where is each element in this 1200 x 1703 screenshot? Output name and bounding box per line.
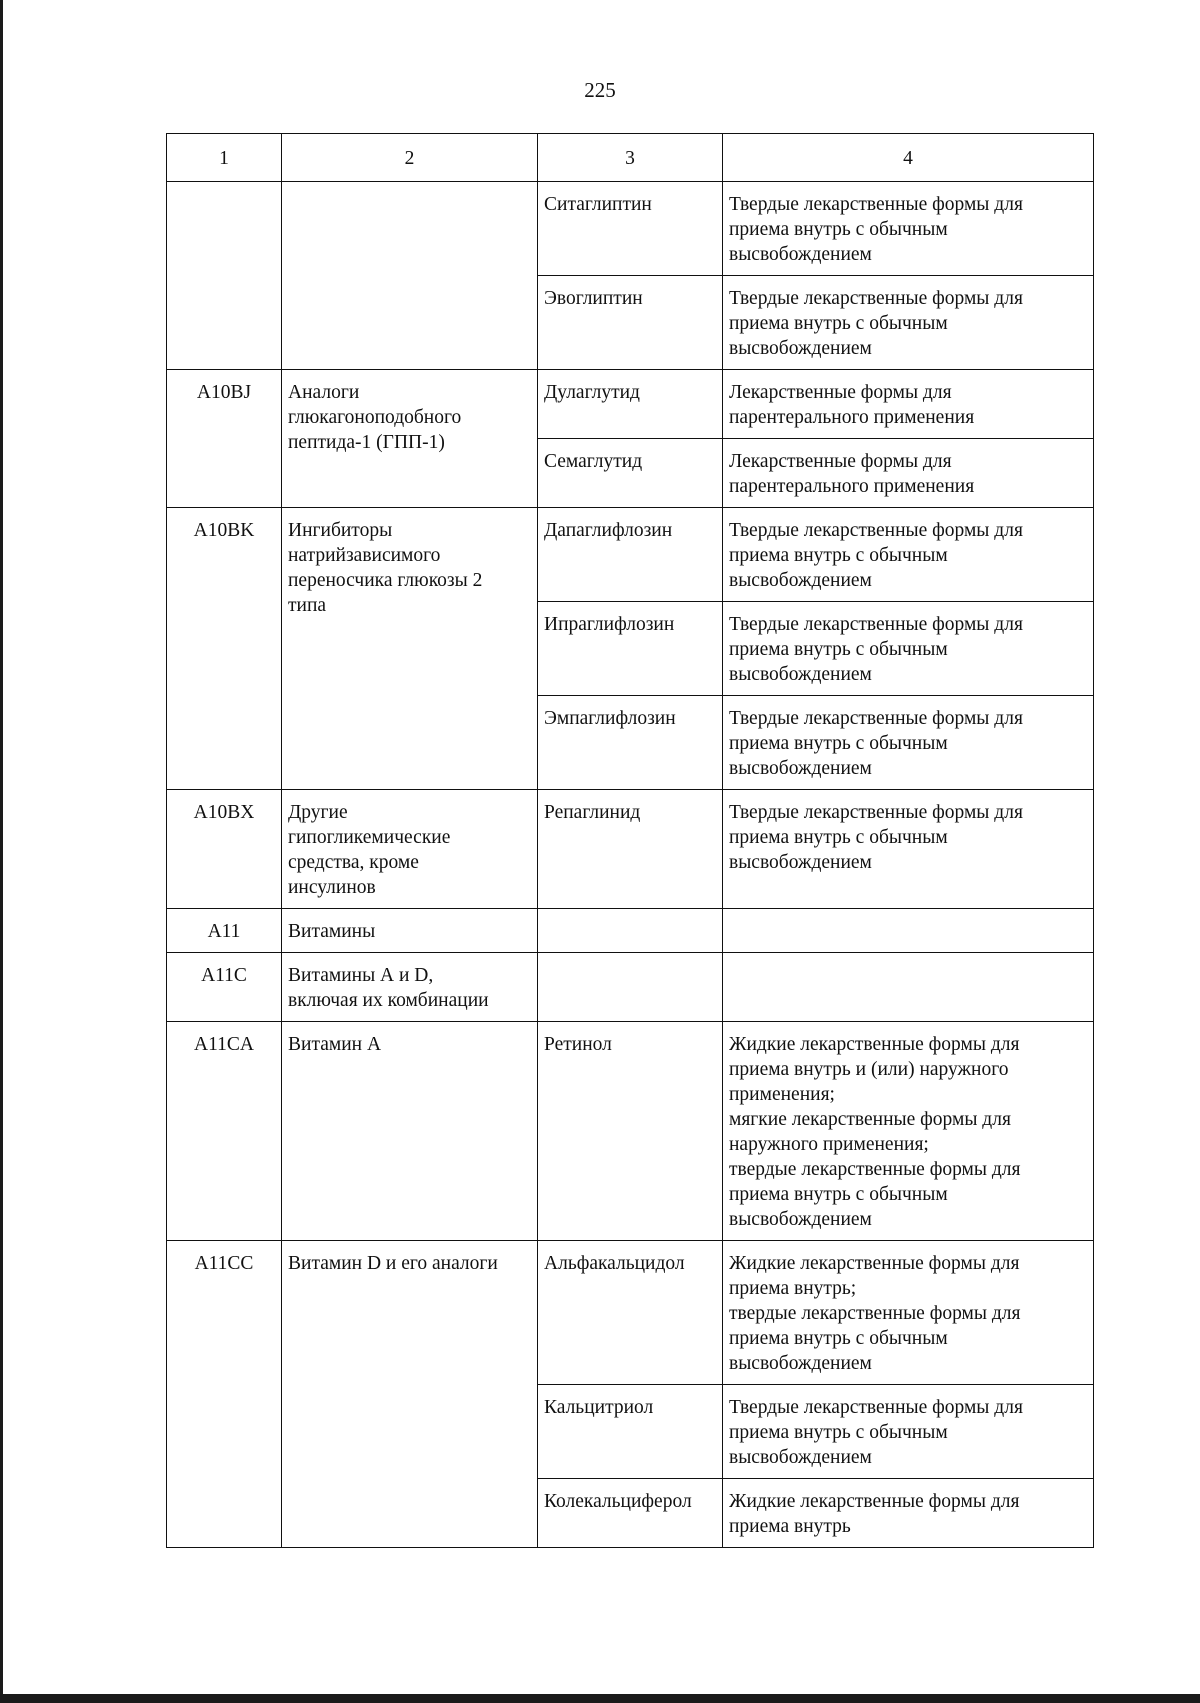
atc-code-cell: A10BJ — [167, 370, 282, 508]
atc-code-cell: A11 — [167, 909, 282, 953]
dosage-form-line: приема внутрь с обычным — [729, 1328, 948, 1349]
drug-name-cell: Альфакальцидол — [538, 1241, 723, 1385]
dosage-form-line: приема внутрь и (или) наружного — [729, 1059, 1009, 1080]
dosage-form-line: мягкие лекарственные формы для — [729, 1109, 1011, 1130]
atc-code-cell: A11CA — [167, 1022, 282, 1241]
drug-name-cell: Колекальциферол — [538, 1479, 723, 1548]
drug-name-cell: Ситаглиптин — [538, 182, 723, 276]
dosage-form-cell — [723, 1241, 1094, 1385]
atc-code-cell: A10BK — [167, 508, 282, 790]
drug-name-cell: Дулаглутид — [538, 370, 723, 439]
dosage-form-cell — [723, 276, 1094, 370]
dosage-form-line: высвобождением — [729, 1447, 872, 1468]
group-name-line: Ингибиторы — [288, 520, 393, 541]
header-row — [167, 134, 1094, 182]
dosage-form-line: высвобождением — [729, 758, 872, 779]
header-cell-2: 2 — [282, 134, 538, 182]
scan-left-edge — [0, 0, 3, 1703]
table-row — [167, 370, 1094, 439]
dosage-form-line: Твердые лекарственные формы для — [729, 1397, 1023, 1418]
table-row — [167, 1022, 1094, 1241]
header-cell-1: 1 — [167, 134, 282, 182]
group-name-line: переносчика глюкозы 2 — [288, 570, 483, 591]
group-name-line: Витамин А — [288, 1034, 382, 1055]
anatomical-group-cell — [282, 370, 538, 508]
dosage-form-cell — [723, 1385, 1094, 1479]
dosage-form-line: высвобождением — [729, 244, 872, 265]
atc-code-cell: A11C — [167, 953, 282, 1022]
group-name-line: Витамины А и D, — [288, 965, 434, 986]
header-cell-3: 3 — [538, 134, 723, 182]
dosage-form-line: Лекарственные формы для — [729, 451, 952, 472]
group-name-line: Витамин D и его аналоги — [288, 1253, 498, 1274]
drug-name-cell: Эмпаглифлозин — [538, 696, 723, 790]
dosage-form-line: Твердые лекарственные формы для — [729, 288, 1023, 309]
dosage-form-line: высвобождением — [729, 1353, 872, 1374]
dosage-form-line: Твердые лекарственные формы для — [729, 614, 1023, 635]
dosage-form-cell — [723, 1479, 1094, 1548]
anatomical-group-cell — [282, 909, 538, 953]
table-row — [167, 790, 1094, 909]
table-row — [167, 1241, 1094, 1385]
dosage-form-line: приема внутрь с обычным — [729, 1422, 948, 1443]
dosage-form-line: высвобождением — [729, 852, 872, 873]
anatomical-group-cell — [282, 182, 538, 370]
dosage-form-line: высвобождением — [729, 570, 872, 591]
dosage-form-line: приема внутрь с обычным — [729, 827, 948, 848]
dosage-form-cell — [723, 909, 1094, 953]
dosage-form-cell — [723, 370, 1094, 439]
dosage-form-cell — [723, 696, 1094, 790]
group-name-line: Аналоги — [288, 382, 360, 403]
dosage-form-line: приема внутрь с обычным — [729, 639, 948, 660]
dosage-form-cell — [723, 602, 1094, 696]
anatomical-group-cell — [282, 1241, 538, 1548]
dosage-form-cell — [723, 182, 1094, 276]
anatomical-group-cell — [282, 790, 538, 909]
group-name-line: натрийзависимого — [288, 545, 441, 566]
dosage-form-line: высвобождением — [729, 338, 872, 359]
group-name-line: гипогликемические — [288, 827, 451, 848]
drug-name-cell: Семаглутид — [538, 439, 723, 508]
group-name-line: инсулинов — [288, 877, 376, 898]
dosage-form-line: Твердые лекарственные формы для — [729, 194, 1023, 215]
drug-name-cell: Ипраглифлозин — [538, 602, 723, 696]
atc-code-cell — [167, 182, 282, 370]
table-row — [167, 909, 1094, 953]
group-name-line: Другие — [288, 802, 348, 823]
group-name-line: пептида-1 (ГПП-1) — [288, 432, 445, 453]
drug-name-cell: Дапаглифлозин — [538, 508, 723, 602]
drug-name-cell — [538, 953, 723, 1022]
dosage-form-line: наружного применения; — [729, 1134, 929, 1155]
group-name-line: средства, кроме — [288, 852, 419, 873]
dosage-form-line: Твердые лекарственные формы для — [729, 802, 1023, 823]
dosage-form-line: применения; — [729, 1084, 835, 1105]
dosage-form-line: высвобождением — [729, 1209, 872, 1230]
dosage-form-line: приема внутрь — [729, 1516, 851, 1537]
dosage-form-cell — [723, 439, 1094, 508]
anatomical-group-cell — [282, 953, 538, 1022]
dosage-form-line: Лекарственные формы для — [729, 382, 952, 403]
dosage-form-line: высвобождением — [729, 664, 872, 685]
header-cell-4: 4 — [723, 134, 1094, 182]
atc-code-cell: A10BX — [167, 790, 282, 909]
group-name-line: глюкагоноподобного — [288, 407, 462, 428]
dosage-form-line: приема внутрь с обычным — [729, 733, 948, 754]
dosage-form-line: приема внутрь с обычным — [729, 545, 948, 566]
dosage-form-line: приема внутрь с обычным — [729, 1184, 948, 1205]
group-name-line: Витамины — [288, 921, 376, 942]
group-name-line: типа — [288, 595, 327, 616]
dosage-form-cell — [723, 953, 1094, 1022]
dosage-form-line: Твердые лекарственные формы для — [729, 520, 1023, 541]
drug-name-cell: Ретинол — [538, 1022, 723, 1241]
drug-classification-table — [166, 133, 1094, 1548]
drug-name-cell: Репаглинид — [538, 790, 723, 909]
drug-name-cell: Эвоглиптин — [538, 276, 723, 370]
dosage-form-line: приема внутрь с обычным — [729, 219, 948, 240]
dosage-form-line: Жидкие лекарственные формы для — [729, 1491, 1020, 1512]
dosage-form-line: парентерального применения — [729, 407, 975, 428]
dosage-form-cell — [723, 790, 1094, 909]
anatomical-group-cell — [282, 508, 538, 790]
dosage-form-line: твердые лекарственные формы для — [729, 1303, 1021, 1324]
anatomical-group-cell — [282, 1022, 538, 1241]
dosage-form-cell — [723, 1022, 1094, 1241]
dosage-form-line: Жидкие лекарственные формы для — [729, 1034, 1020, 1055]
dosage-form-line: приема внутрь с обычным — [729, 313, 948, 334]
table-body — [167, 182, 1094, 1548]
table-row — [167, 182, 1094, 276]
dosage-form-line: приема внутрь; — [729, 1278, 857, 1299]
group-name-line: включая их комбинации — [288, 990, 489, 1011]
dosage-form-line: Жидкие лекарственные формы для — [729, 1253, 1020, 1274]
drug-name-cell — [538, 909, 723, 953]
dosage-form-cell — [723, 508, 1094, 602]
scan-bottom-edge — [0, 1694, 1200, 1703]
dosage-form-line: Твердые лекарственные формы для — [729, 708, 1023, 729]
page-number: 225 — [584, 78, 616, 102]
table-row — [167, 953, 1094, 1022]
atc-code-cell: A11CC — [167, 1241, 282, 1548]
dosage-form-line: парентерального применения — [729, 476, 975, 497]
table-row — [167, 508, 1094, 602]
dosage-form-line: твердые лекарственные формы для — [729, 1159, 1021, 1180]
drug-name-cell: Кальцитриол — [538, 1385, 723, 1479]
